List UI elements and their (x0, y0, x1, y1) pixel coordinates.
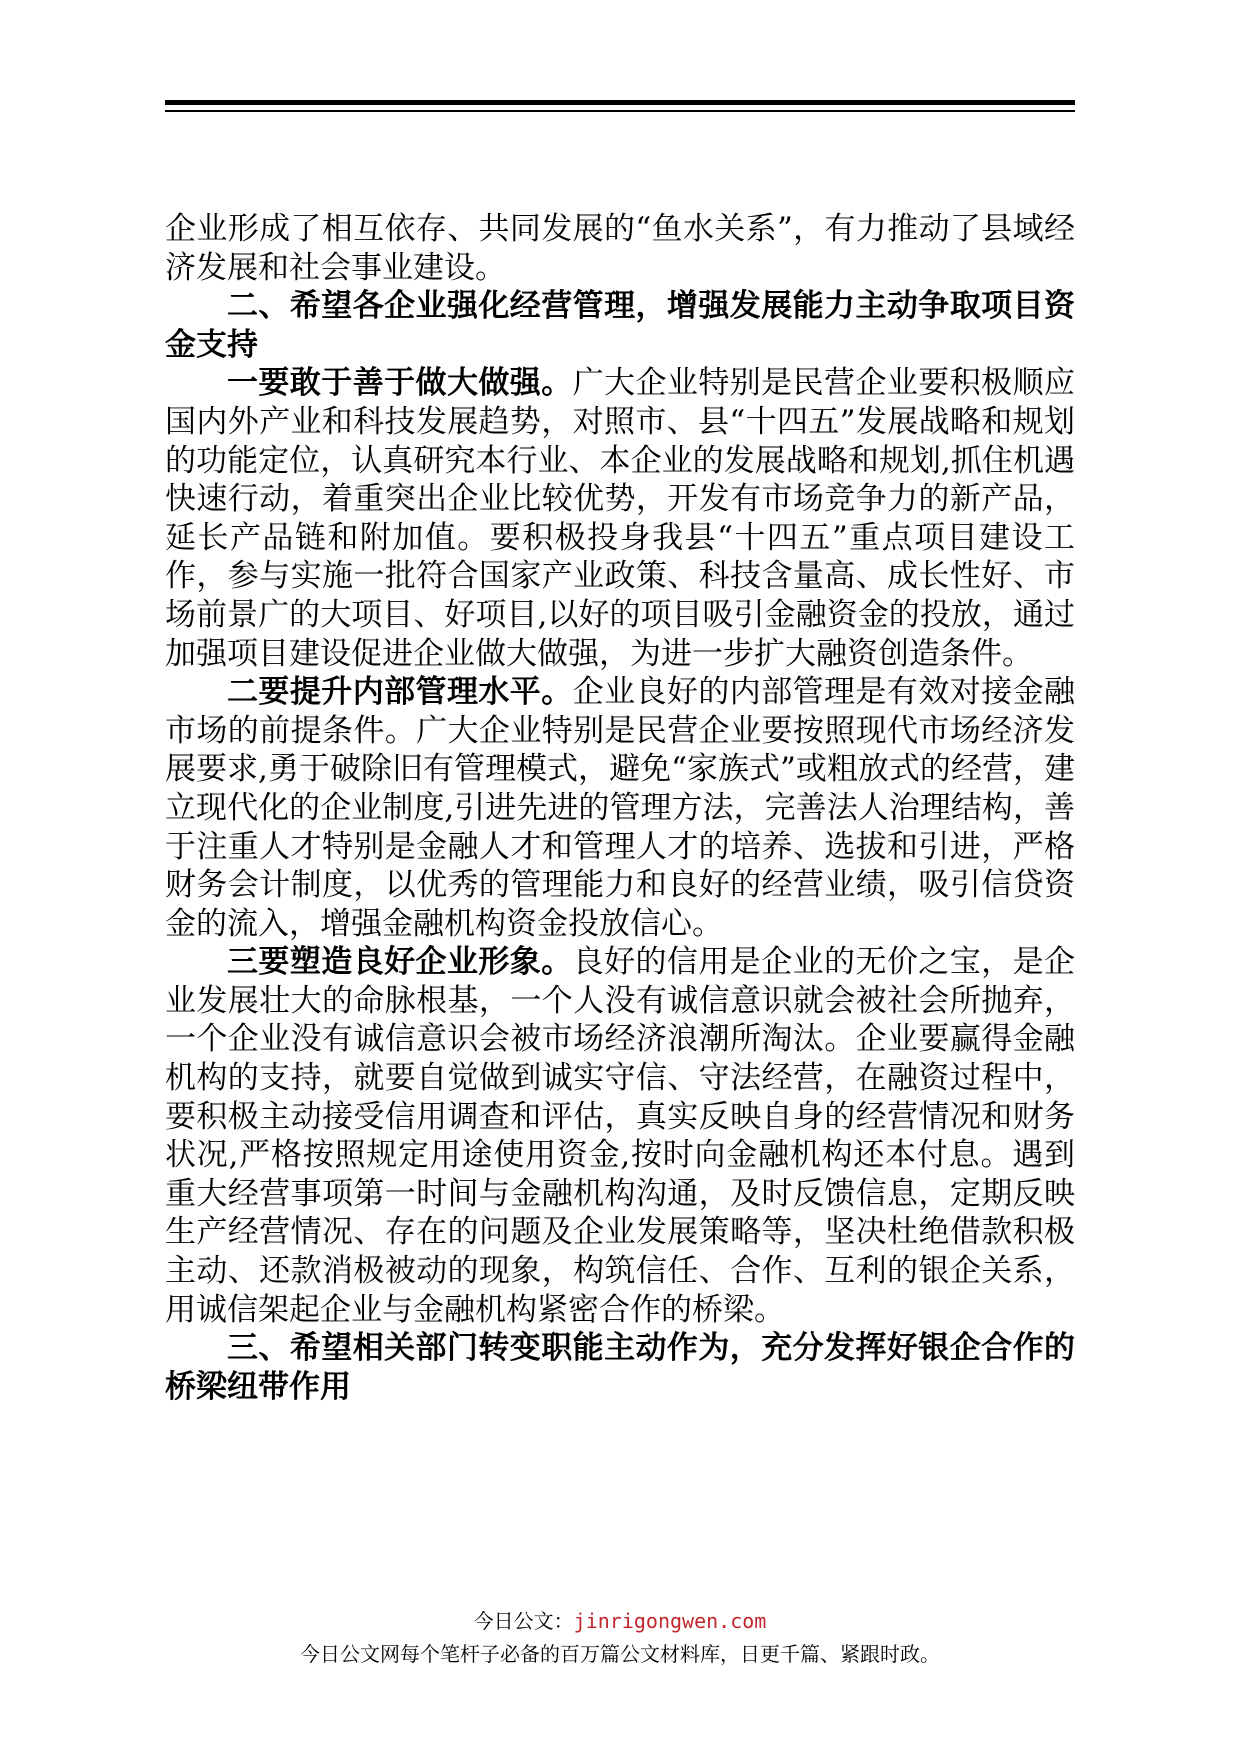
paragraph-2 (165, 673, 1075, 943)
paragraph-continuation: 企业形成了相互依存、共同发展的“鱼水关系”，有力推动了县域经济发展和社会事业建设。 (165, 211, 1075, 286)
paragraph-2-body: 企业良好的内部管理是有效对接金融市场的前提条件。广大企业特别是民营企业要按照现代市场经济发展要求,勇于破除旧有管理模式，避免“家族式”或粗放式的经营，建立现代化的企业制度,引进先进的管理方法，完善法人治理结构，善于注重人才特别是金融人才和管理人才的培养、选拔和引进，严格财务会计制度，以优秀的管理能力和良好的经营业绩，吸引信贷资金的流入，增强金融机构资金投放信心。 (165, 674, 1076, 942)
section-heading-3: 三、希望相关部门转变职能主动作为，充分发挥好银企合作的桥梁纽带作用 (165, 1330, 1075, 1405)
document-body (165, 210, 1075, 1406)
paragraph-2-lead: 二要提升内部管理水平。 (227, 674, 573, 711)
paragraph-3-lead: 三要塑造良好企业形象。 (227, 944, 573, 981)
paragraph-1 (165, 364, 1075, 673)
header-rule-thick (165, 100, 1075, 105)
paragraph-3 (165, 943, 1075, 1329)
paragraph-3-body: 良好的信用是企业的无价之宝，是企业发展壮大的命脉根基，一个人没有诚信意识就会被社会所抛弃，一个企业没有诚信意识会被市场经济浪潮所淘汰。企业要赢得金融机构的支持，就要自觉做到诚实守信、守法经营，在融资过程中，要积极主动接受信用调查和评估，真实反映自身的经营情况和财务状况,严格按照规定用途使用资金,按时向金融机构还本付息。遇到重大经营事项第一时间与金融机构沟通，及时反馈信息，定期反映生产经营情况、存在的问题及企业发展策略等，坚决杜绝借款积极主动、还款消极被动的现象，构筑信任、合作、互利的银企关系，用诚信架起企业与金融机构紧密合作的桥梁。 (165, 944, 1076, 1328)
paragraph-1-lead: 一要敢于善于做大做强。 (227, 365, 573, 402)
section-heading-2: 二、希望各企业强化经营管理，增强发展能力主动争取项目资金支持 (165, 288, 1075, 363)
header-rule-thin (165, 110, 1075, 112)
footer-slogan: 今日公文网每个笔杆子必备的百万篇公文材料库，日更千篇、紧跟时政。 (300, 1642, 940, 1666)
paragraph-1-body: 广大企业特别是民营企业要积极顺应国内外产业和科技发展趋势，对照市、县“十四五”发展战略和规划的功能定位，认真研究本行业、本企业的发展战略和规划,抓住机遇快速行动，着重突出企业比较优势，开发有市场竞争力的新产品，延长产品链和附加值。要积极投身我县“十四五”重点项目建设工作，参与实施一批符合国家产业政策、科技含量高、成长性好、市场前景广的大项目、好项目,以好的项目吸引金融资金的投放，通过加强项目建设促进企业做大做强，为进一步扩大融资创造条件。 (165, 365, 1076, 672)
footer-site-link[interactable]: jinrigongwen.com (573, 1609, 767, 1633)
footer-site-line (0, 1605, 1240, 1634)
footer-label: 今日公文： (473, 1609, 574, 1633)
